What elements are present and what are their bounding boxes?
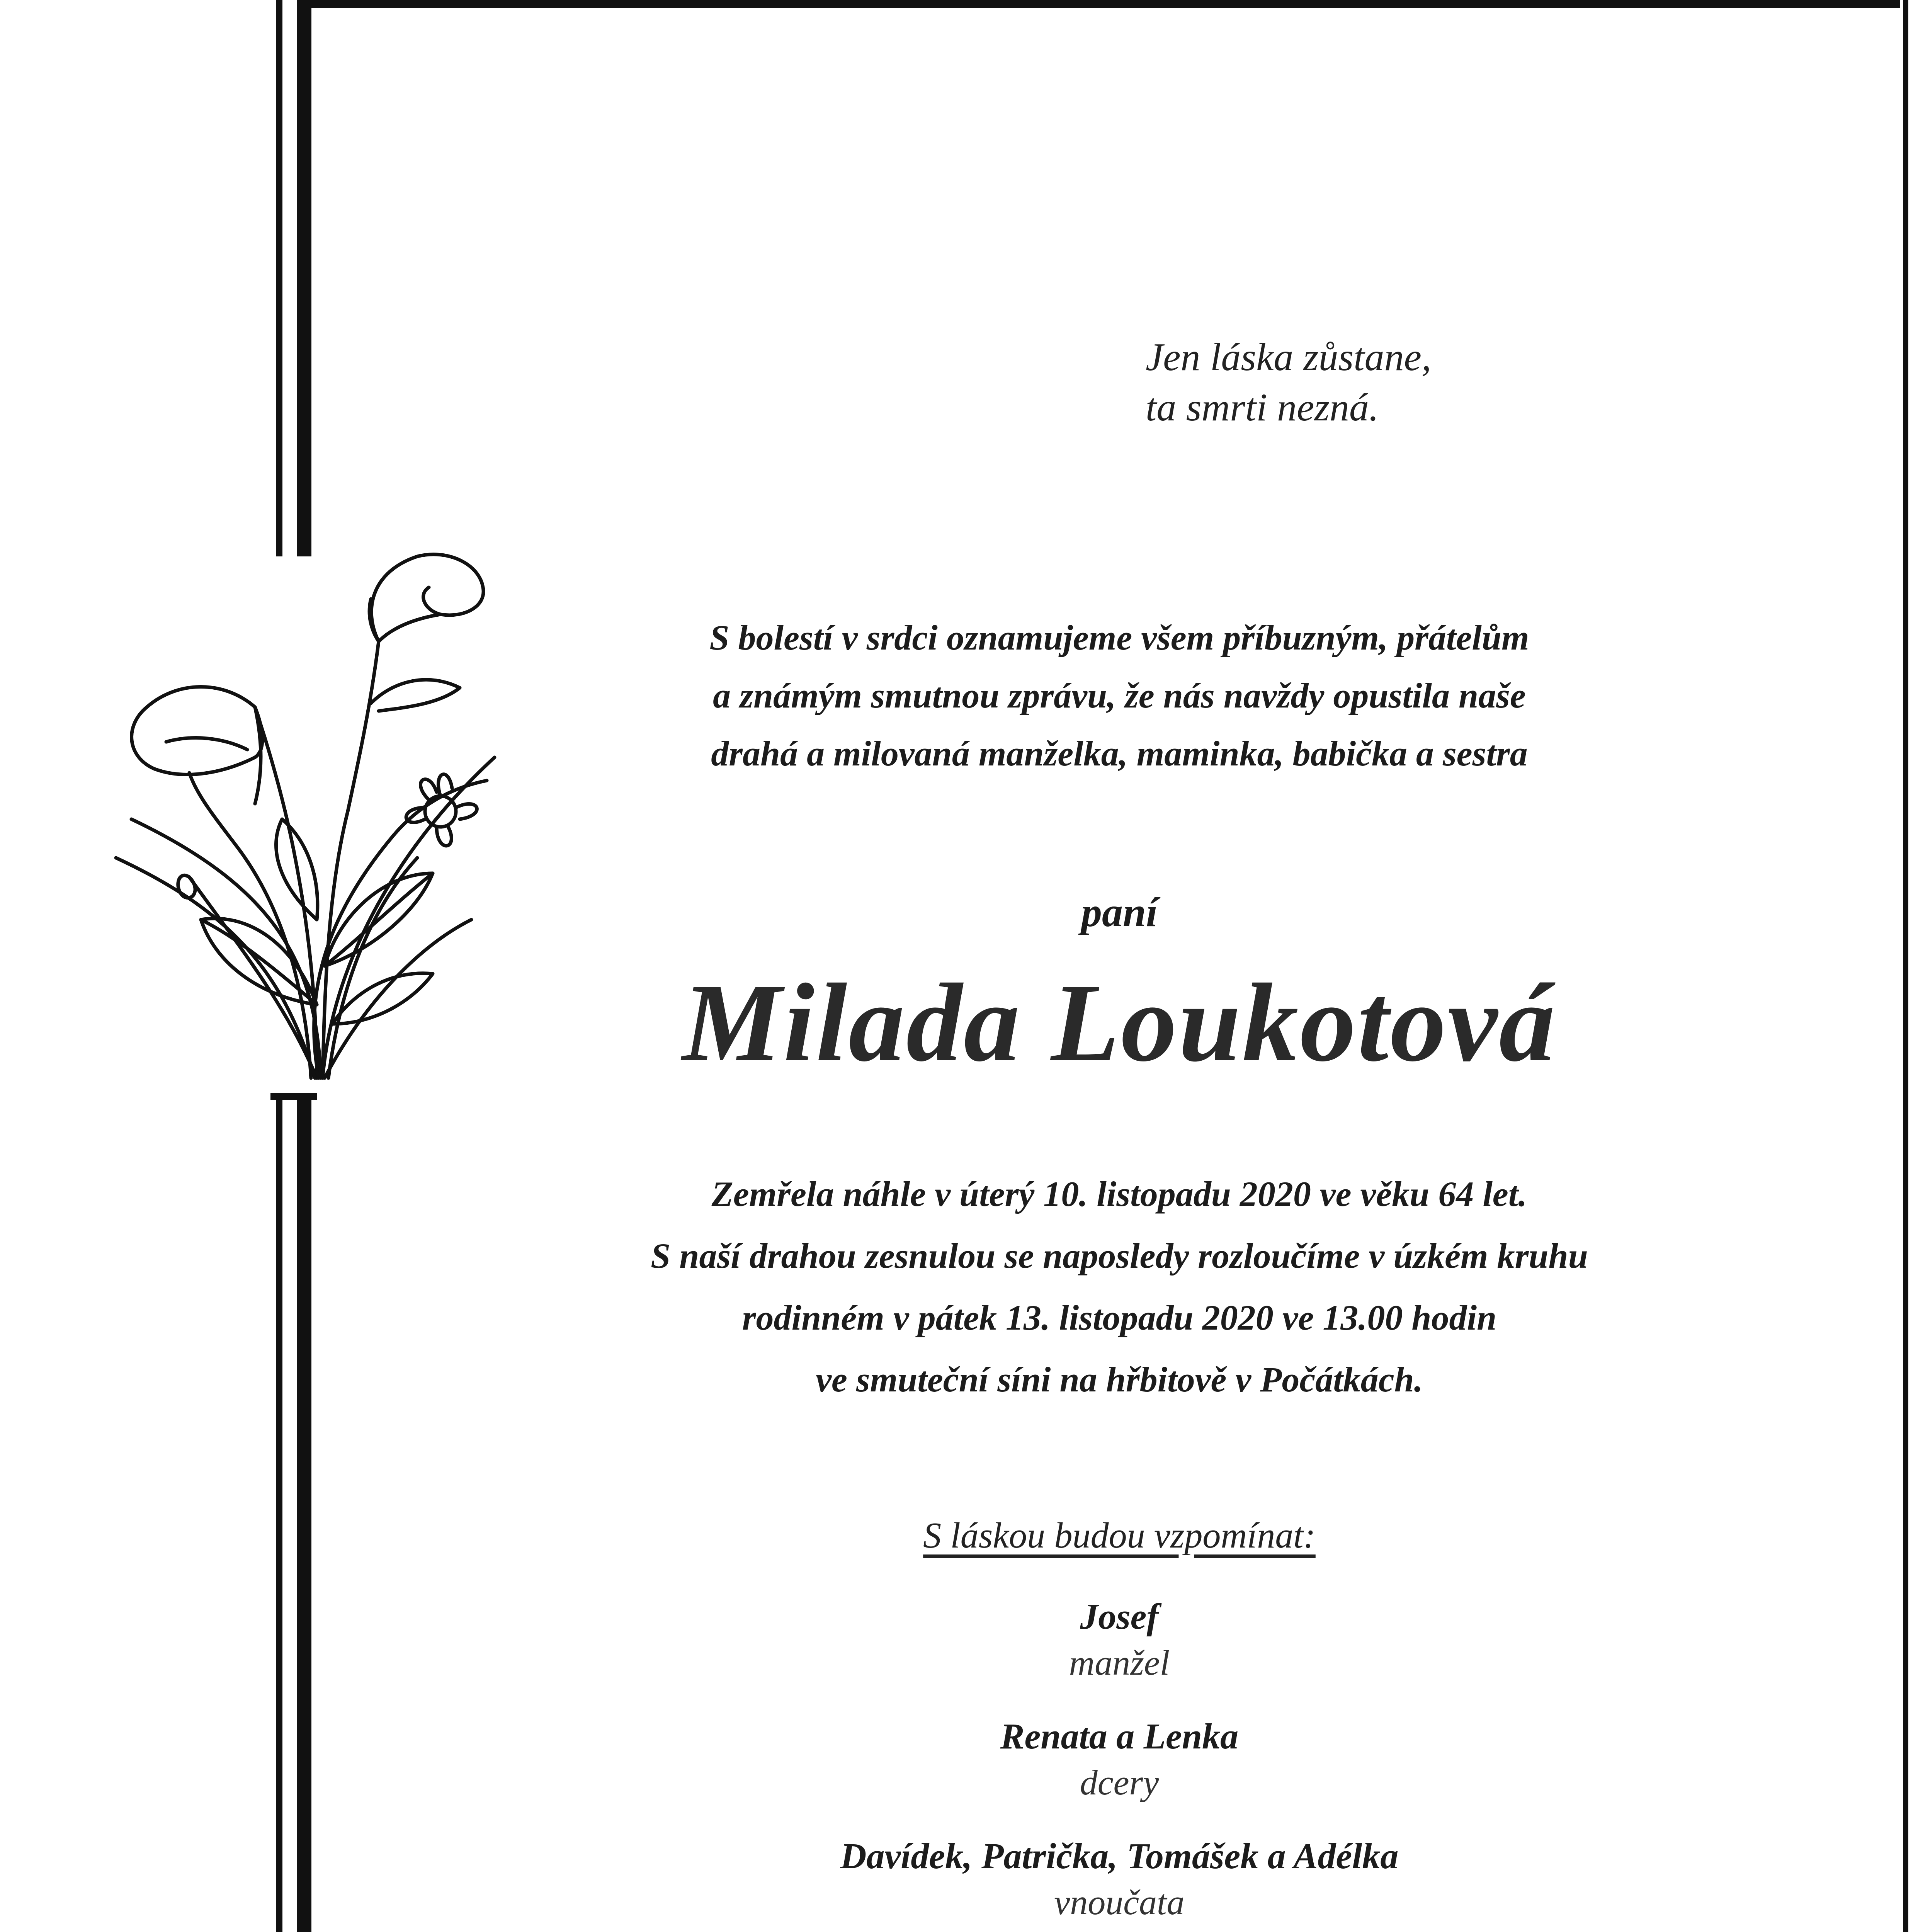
mourner-name: Renata a Lenka (1000, 1716, 1239, 1757)
intro-line-3: drahá a milovaná manželka, maminka, babička a sestra (711, 734, 1528, 773)
details-line-4: ve smuteční síni na hřbitově v Počátkách. (816, 1360, 1423, 1399)
details-line-2: S naší drahou zesnulou se naposledy rozloučíme v úzkém kruhu (651, 1236, 1588, 1276)
mourner-role: manžel (1069, 1643, 1170, 1682)
title: paní (1081, 889, 1158, 935)
intro-line-1: S bolestí v srdci oznamujeme všem příbuzným, přátelům (709, 618, 1529, 657)
details-line-1: Zemřela náhle v úterý 10. listopadu 2020 ve věku 64 let. (711, 1174, 1527, 1214)
mourner-name: Davídek, Patrička, Tomášek a Adélka (840, 1836, 1399, 1876)
intro-line-2: a známým smutnou zprávu, že nás navždy opustila naše (713, 676, 1526, 715)
deceased-name: Milada Loukotová (682, 961, 1557, 1085)
motto-line-2: ta smrti nezná. (1146, 386, 1379, 429)
motto-line-1: Jen láska zůstane, (1146, 335, 1432, 379)
top-border-line (297, 0, 1900, 8)
details-line-3: rodinném v pátek 13. listopadu 2020 ve 13.00 hodin (742, 1298, 1497, 1337)
mourner-name: Josef (1080, 1597, 1159, 1637)
mourner-role: dcery (1080, 1763, 1159, 1802)
mourners-heading: S láskou budou vzpomínat: (923, 1515, 1316, 1556)
border-bar (270, 1093, 317, 1100)
mourner-role: vnoučata (1054, 1883, 1185, 1922)
